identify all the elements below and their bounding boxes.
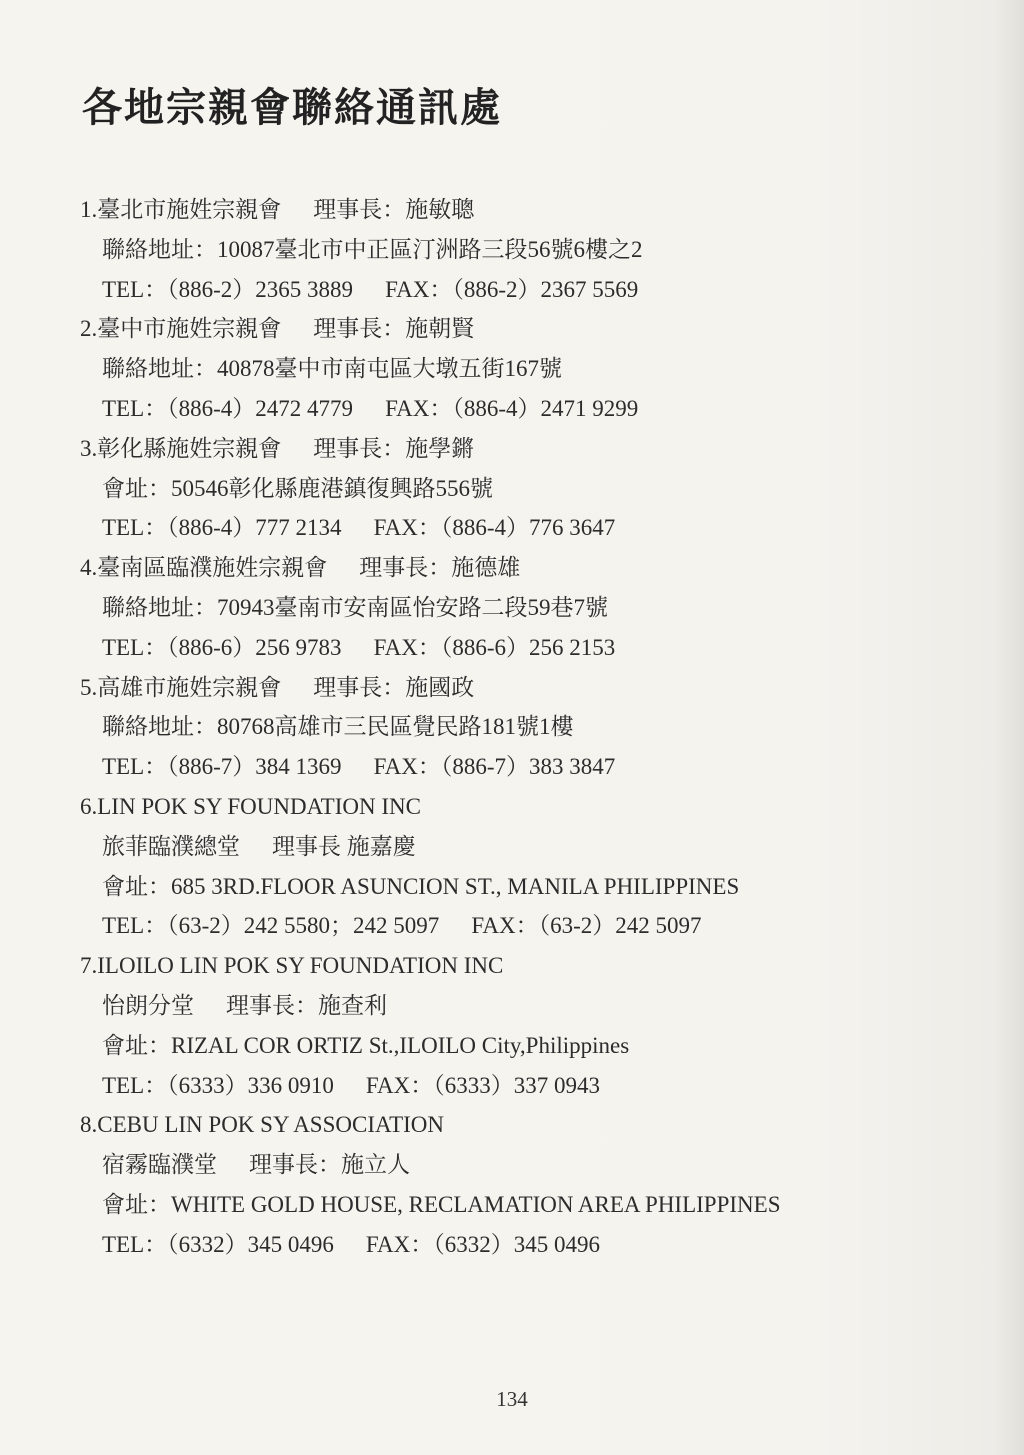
entry-address: 聯絡地址：80768高雄市三民區覺民路181號1樓 [102, 714, 574, 740]
entry-heading: 7.ILOILO LIN POK SY FOUNDATION INC [80, 953, 504, 979]
entry-contact-line [80, 1225, 980, 1265]
entry-chair: 理事長：施德雄 [359, 555, 521, 581]
entry-fax: FAX：（63-2）242 5097 [471, 913, 702, 939]
entry-chair: 理事長 施嘉慶 [272, 833, 416, 859]
entry-fax: FAX：（6333）337 0943 [365, 1072, 600, 1098]
entry-address: 會址：50546彰化縣鹿港鎮復興路556號 [102, 475, 493, 501]
entry-chair: 理事長：施敏聰 [313, 197, 475, 222]
entry-subtitle-line [80, 1145, 980, 1185]
entry-tel: TEL：（886-2）2365 3889 [102, 276, 354, 302]
entry-heading-line [80, 309, 980, 349]
entry-heading-line [80, 190, 980, 230]
page-title: 各地宗親會聯絡通訊處 [82, 85, 502, 131]
entry-address: 聯絡地址：10087臺北市中正區汀洲路三段56號6樓之2 [102, 236, 643, 262]
entry-fax: FAX：（886-2）2367 5569 [385, 276, 639, 302]
entry-fax: FAX：（6332）345 0496 [365, 1231, 600, 1257]
entry-address: 聯絡地址：40878臺中市南屯區大墩五街167號 [102, 356, 562, 382]
entry-chair: 理事長：施立人 [249, 1152, 410, 1178]
entry-heading: 4.臺南區臨濮施姓宗親會 [80, 555, 328, 581]
entry-chair: 理事長：施學鏘 [313, 435, 475, 461]
entry-heading: 1.臺北市施姓宗親會 [80, 197, 282, 222]
entry-subtitle: 宿霧臨濮堂 [102, 1152, 217, 1178]
entry-subtitle-line [80, 827, 980, 867]
entry-heading: 2.臺中市施姓宗親會 [80, 316, 282, 342]
entry-fax: FAX：（886-4）776 3647 [373, 515, 616, 541]
entry-tel: TEL：（886-4）2472 4779 [102, 395, 354, 421]
entry-subtitle-line [80, 986, 980, 1026]
entry-subtitle: 旅菲臨濮總堂 [102, 833, 240, 859]
entry-address: 聯絡地址：70943臺南市安南區怡安路二段59巷7號 [102, 594, 608, 620]
entry-tel: TEL：（886-4）777 2134 [102, 515, 342, 541]
entry-heading-line [80, 548, 980, 588]
entry-chair: 理事長：施國政 [313, 674, 475, 700]
entry-address: 會址：685 3RD.FLOOR ASUNCION ST., MANILA PHILIPPINES [102, 873, 740, 899]
entry-address: 會址：RIZAL COR ORTIZ St.,ILOILO City,Philippines [102, 1032, 630, 1058]
entry-fax: FAX：（886-7）383 3847 [373, 754, 616, 780]
entry-heading-line [80, 429, 980, 469]
entry-contact-line [80, 508, 980, 548]
entry-chair: 理事長：施朝賢 [313, 316, 475, 342]
entry-heading: 8.CEBU LIN POK SY ASSOCIATION [80, 1112, 444, 1138]
entry-tel: TEL：（6332）345 0496 [102, 1231, 334, 1257]
entry-contact-line [80, 389, 980, 429]
page-edge-shadow [994, 0, 1024, 1455]
entry-tel: TEL：（6333）336 0910 [102, 1072, 334, 1098]
entry-heading: 5.高雄市施姓宗親會 [80, 674, 282, 700]
entry-heading-line [80, 668, 980, 708]
contact-list [80, 190, 980, 1265]
entry-contact-line [80, 628, 980, 668]
entry-fax: FAX：（886-6）256 2153 [373, 634, 616, 660]
entry-contact-line [80, 906, 980, 946]
page-number: 134 [496, 1387, 528, 1411]
entry-chair: 理事長：施查利 [226, 992, 387, 1018]
entry-heading: 3.彰化縣施姓宗親會 [80, 435, 282, 461]
entry-address: 會址：WHITE GOLD HOUSE, RECLAMATION AREA PHILIPPINES [102, 1191, 781, 1217]
entry-fax: FAX：（886-4）2471 9299 [385, 395, 639, 421]
entry-contact-line [80, 270, 980, 310]
entry-tel: TEL：（886-6）256 9783 [102, 634, 342, 660]
entry-contact-line [80, 1066, 980, 1106]
entry-tel: TEL：（886-7）384 1369 [102, 754, 342, 780]
entry-subtitle: 怡朗分堂 [102, 992, 194, 1018]
entry-tel: TEL：（63-2）242 5580；242 5097 [102, 913, 440, 939]
entry-contact-line [80, 747, 980, 787]
entry-heading: 6.LIN POK SY FOUNDATION INC [80, 793, 421, 819]
